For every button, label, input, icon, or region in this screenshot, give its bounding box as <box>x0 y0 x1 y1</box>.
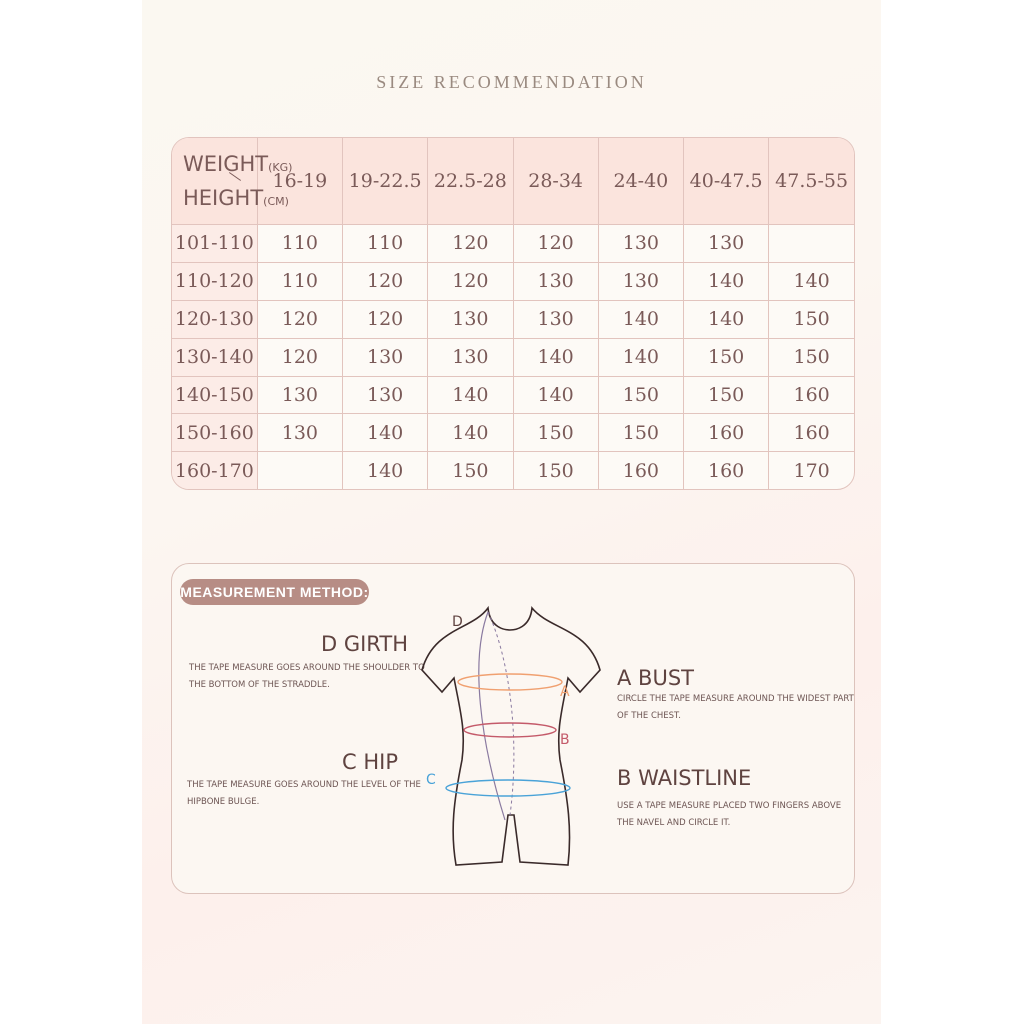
table-row <box>172 376 854 414</box>
size-cell: 140 <box>513 338 598 376</box>
table-row <box>172 414 854 452</box>
height-row-header: 160-170 <box>172 452 257 489</box>
size-cell: 150 <box>428 452 513 489</box>
bust-tape-a <box>458 674 562 690</box>
weight-column-header: 24-40 <box>598 138 683 225</box>
c-hip-description: THE TAPE MEASURE GOES AROUND THE LEVEL OF THE HIPBONE BULGE. <box>187 780 421 807</box>
weight-column-header: 28-34 <box>513 138 598 225</box>
size-cell: 120 <box>257 300 342 338</box>
height-label: HEIGHT(CM) <box>183 186 289 210</box>
d-girth-title: D GIRTH <box>321 632 408 656</box>
size-cell: 120 <box>428 262 513 300</box>
size-cell: 130 <box>343 338 428 376</box>
size-cell: 160 <box>684 414 769 452</box>
height-row-header: 101-110 <box>172 225 257 263</box>
b-waistline-description: USE A TAPE MEASURE PLACED TWO FINGERS ABOVE THE NAVEL AND CIRCLE IT. <box>617 801 842 828</box>
size-table-container <box>171 137 855 490</box>
size-cell: 140 <box>684 262 769 300</box>
size-cell: 140 <box>343 414 428 452</box>
size-cell: 130 <box>513 300 598 338</box>
table-row <box>172 300 854 338</box>
size-cell: 140 <box>428 414 513 452</box>
size-cell: 130 <box>428 300 513 338</box>
size-cell: 150 <box>769 300 854 338</box>
figure-label-d: D <box>452 614 463 630</box>
height-row-header: 120-130 <box>172 300 257 338</box>
weight-column-header: 47.5-55 <box>769 138 854 225</box>
size-cell: 150 <box>598 414 683 452</box>
size-cell: 160 <box>769 376 854 414</box>
body-measurement-figure <box>410 600 610 875</box>
table-header-row <box>172 138 854 225</box>
size-table <box>172 138 854 489</box>
size-cell: 120 <box>343 300 428 338</box>
size-cell: 150 <box>684 338 769 376</box>
size-cell: 140 <box>598 338 683 376</box>
size-cell: 130 <box>428 338 513 376</box>
table-body <box>172 225 854 490</box>
size-cell <box>257 452 342 489</box>
waist-tape-b <box>464 723 556 737</box>
size-cell: 120 <box>343 262 428 300</box>
height-row-header: 110-120 <box>172 262 257 300</box>
weight-column-header: 40-47.5 <box>684 138 769 225</box>
size-cell: 130 <box>598 262 683 300</box>
figure-label-c: C <box>426 772 436 788</box>
size-cell: 140 <box>428 376 513 414</box>
girth-tape-dashed-d <box>488 612 514 815</box>
size-cell: 110 <box>257 225 342 263</box>
table-corner-header <box>172 138 293 225</box>
size-cell: 130 <box>598 225 683 263</box>
figure-label-b: B <box>560 732 570 748</box>
size-cell: 120 <box>428 225 513 263</box>
page-title: SIZE RECOMMENDATION <box>376 72 647 92</box>
height-row-header: 150-160 <box>172 414 257 452</box>
d-girth-description: THE TAPE MEASURE GOES AROUND THE SHOULDER TO THE BOTTOM OF THE STRADDLE. <box>189 663 425 690</box>
size-cell: 160 <box>598 452 683 489</box>
weight-label: WEIGHT(KG) <box>183 152 293 176</box>
hip-tape-c <box>446 780 570 796</box>
c-hip-title: C HIP <box>342 750 398 774</box>
size-cell: 150 <box>684 376 769 414</box>
measurement-method-badge: MEASUREMENT METHOD: <box>180 579 369 605</box>
size-cell: 130 <box>513 262 598 300</box>
table-row <box>172 338 854 376</box>
size-cell: 130 <box>684 225 769 263</box>
size-cell: 160 <box>684 452 769 489</box>
size-cell: 140 <box>684 300 769 338</box>
figure-label-a: A <box>560 684 570 700</box>
height-row-header: 140-150 <box>172 376 257 414</box>
size-cell: 130 <box>257 376 342 414</box>
weight-column-header: 22.5-28 <box>428 138 513 225</box>
size-cell: 170 <box>769 452 854 489</box>
a-bust-description: CIRCLE THE TAPE MEASURE AROUND THE WIDEST PART OF THE CHEST. <box>617 694 854 721</box>
size-cell: 110 <box>257 262 342 300</box>
table-row <box>172 225 854 263</box>
size-cell: 150 <box>513 452 598 489</box>
size-cell: 140 <box>598 300 683 338</box>
size-cell: 120 <box>513 225 598 263</box>
b-waistline-title: B WAISTLINE <box>617 766 752 790</box>
size-cell: 110 <box>343 225 428 263</box>
weight-column-header: 16-19 <box>257 138 342 225</box>
size-cell: 130 <box>257 414 342 452</box>
size-cell: 150 <box>769 338 854 376</box>
height-row-header: 130-140 <box>172 338 257 376</box>
table-row <box>172 262 854 300</box>
size-cell: 150 <box>513 414 598 452</box>
size-cell: 120 <box>257 338 342 376</box>
size-cell: 140 <box>343 452 428 489</box>
size-cell: 150 <box>598 376 683 414</box>
weight-column-header: 19-22.5 <box>343 138 428 225</box>
a-bust-title: A BUST <box>617 666 694 690</box>
size-cell: 130 <box>343 376 428 414</box>
size-cell: 160 <box>769 414 854 452</box>
size-cell: 140 <box>513 376 598 414</box>
table-row <box>172 452 854 489</box>
size-cell <box>769 225 854 263</box>
size-cell: 140 <box>769 262 854 300</box>
girth-tape-line-d <box>479 612 505 820</box>
